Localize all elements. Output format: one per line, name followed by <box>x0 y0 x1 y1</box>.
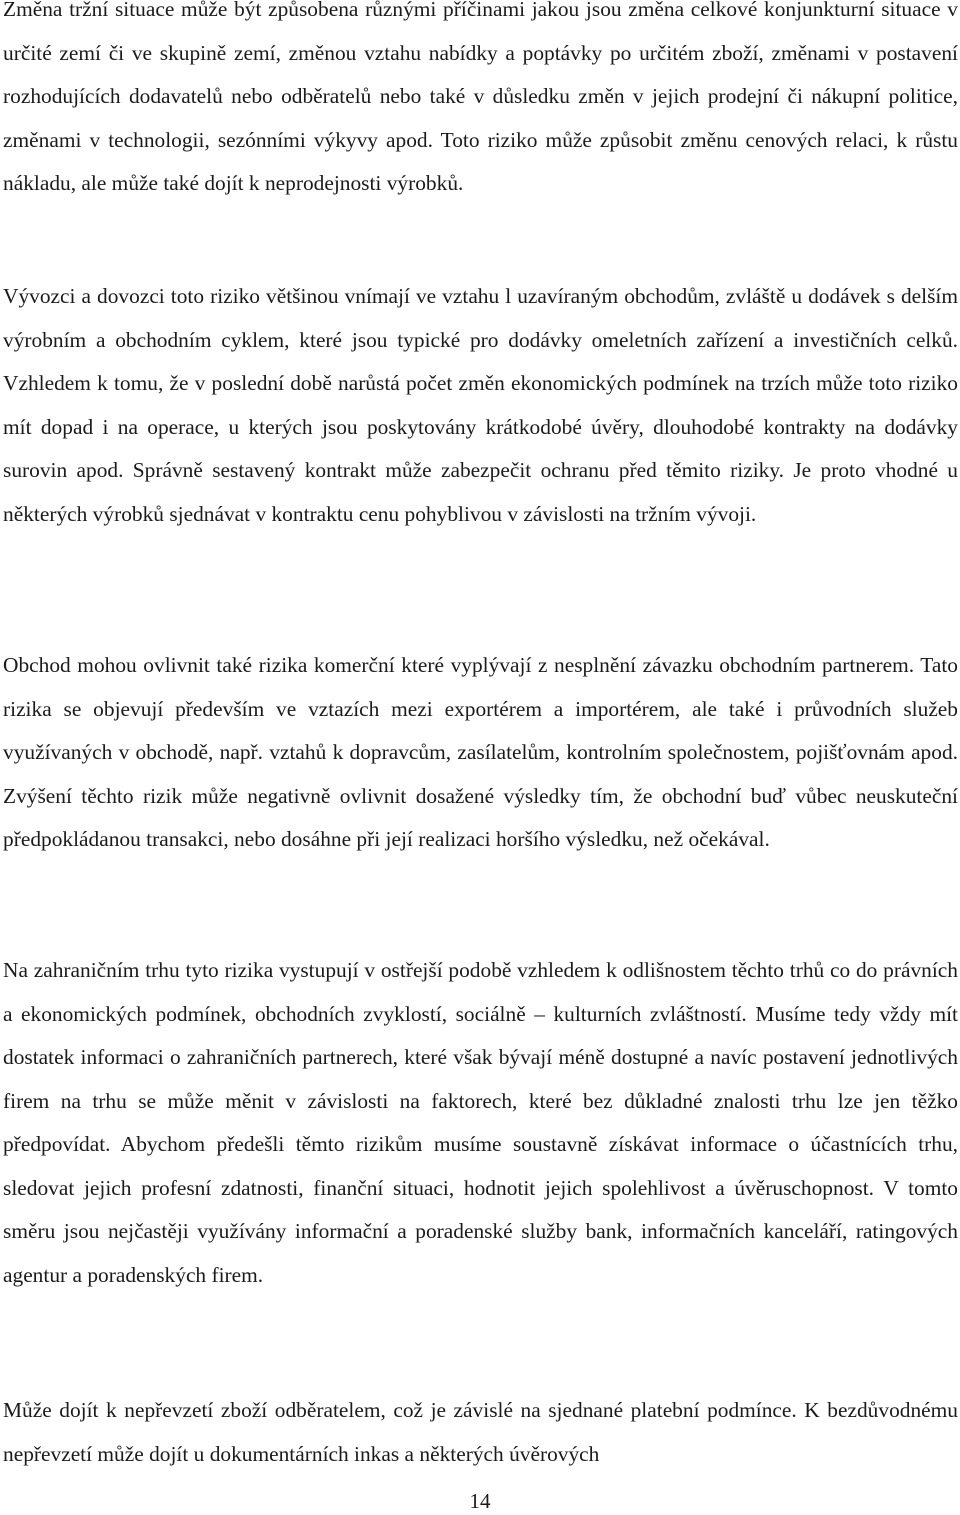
paragraph-market-risk: Změna tržní situace může být způsobena různými příčinami jakou jsou změna celkové konjunkturní situace v určité zemí či ve skupině zemí, změnou vztahu nabídky a poptávky po určitém zboží, změnami v postavení rozhodujících dodavatelů nebo odběratelů nebo také v důsledku změn v jejich prodejní či nákupní politice, změnami v technologii, sezónními výkyvy apod. Toto riziko může způsobit změnu cenových relaci, k růstu nákladu, ale může také dojít k neprodejnosti výrobků. <box>3 0 958 195</box>
paragraph-non-acceptance: Může dojít k nepřevzetí zboží odběratelem, což je závislé na sjednané platební podmínce. K bezdůvodnému nepřevzetí může dojít u dokumentárních inkas a některých úvěrových <box>3 1398 958 1466</box>
paragraph-commercial-risks: Obchod mohou ovlivnit také rizika komerční které vyplývají z nesplnění závazku obchodním partnerem. Tato rizika se objevují především ve vztazích mezi exportérem a importérem, ale také i průvodních služeb využívaných v obchodě, např. vztahů k dopravcům, zasílatelům, kontrolním společnostem, pojišťovnám apod. Zvýšení těchto rizik může negativně ovlivnit dosažené výsledky tím, že obchodní buď vůbec neuskuteční předpokládanou transakci, nebo dosáhne při její realizaci horšího výsledku, než očekával. <box>3 653 958 851</box>
paragraph-foreign-market: Na zahraničním trhu tyto rizika vystupují v ostřejší podobě vzhledem k odlišnostem těchto trhů co do právních a ekonomických podmínek, obchodních zvyklostí, sociálně – kulturních zvláštností. Musíme tedy vždy mít dostatek informaci o zahraničních partnerech, které však bývají méně dostupné a navíc postavení jednotlivých firem na trhu se může měnit v závislosti na faktorech, které bez důkladné znalosti trhu lze jen těžko předpovídat. Abychom předešli těmto rizikům musíme soustavně získávat informace o účastnících trhu, sledovat jejich profesní zdatnosti, finanční situaci, hodnotit jejich spolehlivost a úvěruschopnost. V tomto směru jsou nejčastěji využívány informační a poradenské služby bank, informačních kanceláří, ratingových agentur a poradenských firem. <box>3 958 958 1287</box>
paragraph-exporters-importers: Vývozci a dovozci toto riziko většinou vnímají ve vztahu l uzavíraným obchodům, zvláště u dodávek s delším výrobním a obchodním cyklem, které jsou typické pro dodávky omeletních zařízení a investičních celků. Vzhledem k tomu, že v poslední době narůstá počet změn ekonomických podmínek na trzích může toto riziko mít dopad i na operace, u kterých jsou poskytovány krátkodobé úvěry, dlouhodobé kontrakty na dodávky surovin apod. Správně sestavený kontrakt může zabezpečit ochranu před těmito riziky. Je proto vhodné u některých výrobků sjednávat v kontraktu cenu pohyblivou v závislosti na tržním vývoji. <box>3 284 958 526</box>
page-number: 14 <box>469 1489 491 1513</box>
